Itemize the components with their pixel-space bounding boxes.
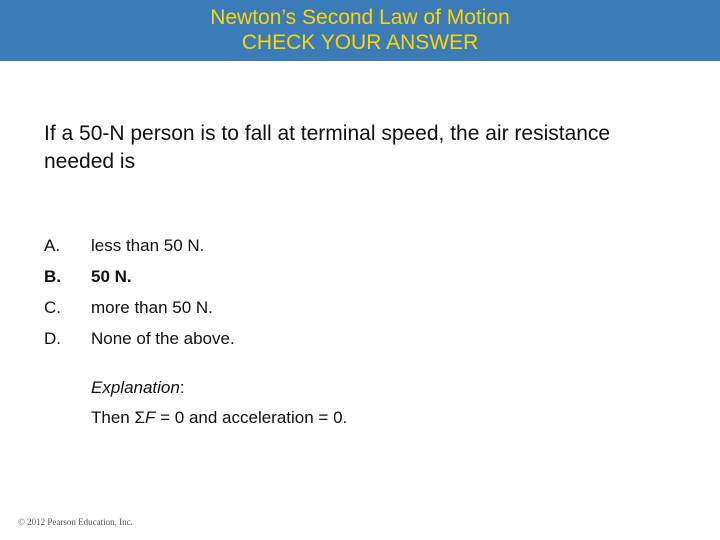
slide-title: Newton’s Second Law of Motion <box>210 6 510 29</box>
slide-subtitle: CHECK YOUR ANSWER <box>241 31 479 54</box>
force-symbol: F <box>145 408 156 427</box>
option-d <box>44 323 444 354</box>
option-text: more than 50 N. <box>91 298 213 317</box>
option-letter: B. <box>44 267 61 286</box>
option-b-correct <box>44 261 444 292</box>
question-text: If a 50-N person is to fall at terminal speed, the air resistance needed is <box>44 122 611 173</box>
explanation-label: Explanation <box>91 378 180 397</box>
option-letter: C. <box>44 298 61 317</box>
option-letter: D. <box>44 329 61 348</box>
option-text: 50 N. <box>91 267 132 286</box>
option-text: None of the above. <box>91 329 235 348</box>
sigma-symbol: Σ <box>134 408 145 427</box>
option-c <box>44 292 444 323</box>
explanation-suffix: = 0 and acceleration = 0. <box>155 408 348 427</box>
option-text: less than 50 N. <box>91 236 205 255</box>
explanation-heading: Explanation: <box>91 378 185 397</box>
explanation-prefix: Then <box>91 408 135 427</box>
answer-options <box>44 230 444 354</box>
explanation-line <box>91 403 347 433</box>
slide-header <box>0 0 720 61</box>
option-letter: A. <box>44 236 61 255</box>
copyright-notice: © 2012 Pearson Education, Inc. <box>18 517 133 527</box>
explanation-block <box>91 373 347 433</box>
option-a <box>44 230 444 261</box>
